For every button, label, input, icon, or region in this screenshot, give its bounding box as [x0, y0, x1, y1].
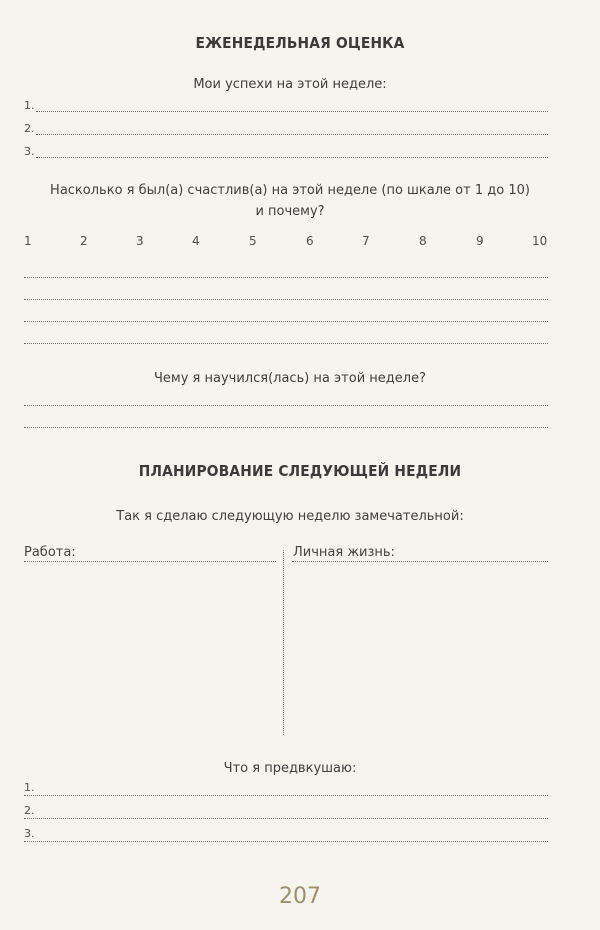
success-line-number: 1.	[24, 99, 35, 112]
anticipation-line-3[interactable]	[24, 826, 548, 842]
happiness-reason-line-4[interactable]	[24, 343, 548, 344]
success-line-2[interactable]	[24, 121, 548, 137]
dotted-line	[24, 795, 548, 796]
dotted-line	[24, 818, 548, 819]
success-line-1[interactable]	[24, 98, 548, 114]
next-week-intro: Так я сделаю следующую неделю замечательной:	[116, 509, 464, 524]
success-line-3[interactable]	[24, 144, 548, 160]
anticipation-line-number: 2.	[24, 804, 35, 817]
dotted-line	[24, 841, 548, 842]
scale-number-2[interactable]: 2	[80, 234, 88, 248]
scale-number-3[interactable]: 3	[136, 234, 144, 248]
page-number: 207	[279, 884, 321, 909]
learned-line-2[interactable]	[24, 427, 548, 428]
dotted-line	[36, 134, 548, 135]
happiness-prompt-line2: и почему?	[255, 204, 325, 219]
scale-number-8[interactable]: 8	[419, 234, 427, 248]
happiness-prompt-line1: Насколько я был(а) счастлив(а) на этой неделе (по шкале от 1 до 10)	[50, 183, 530, 198]
anticipation-line-1[interactable]	[24, 780, 548, 796]
learned-line-1[interactable]	[24, 405, 548, 406]
happiness-scale	[24, 234, 548, 250]
personal-underline	[292, 561, 548, 562]
work-label: Работа:	[24, 545, 76, 560]
success-line-number: 2.	[24, 122, 35, 135]
dotted-line	[36, 111, 548, 112]
anticipation-line-2[interactable]	[24, 803, 548, 819]
personal-label: Личная жизнь:	[293, 545, 395, 560]
learned-prompt: Чему я научился(лась) на этой неделе?	[154, 371, 426, 386]
successes-prompt: Мои успехи на этой неделе:	[193, 77, 387, 92]
next-week-title: ПЛАНИРОВАНИЕ СЛЕДУЮЩЕЙ НЕДЕЛИ	[138, 462, 462, 480]
scale-number-9[interactable]: 9	[476, 234, 484, 248]
happiness-reason-line-3[interactable]	[24, 321, 548, 322]
success-line-number: 3.	[24, 145, 35, 158]
happiness-reason-line-2[interactable]	[24, 299, 548, 300]
personal-area[interactable]	[292, 566, 548, 734]
scale-number-6[interactable]: 6	[306, 234, 314, 248]
work-underline	[24, 561, 276, 562]
column-divider	[283, 550, 284, 735]
scale-number-1[interactable]: 1	[24, 234, 32, 248]
work-area[interactable]	[24, 566, 276, 734]
scale-number-7[interactable]: 7	[362, 234, 370, 248]
scale-number-5[interactable]: 5	[249, 234, 257, 248]
happiness-reason-line-1[interactable]	[24, 277, 548, 278]
anticipation-line-number: 1.	[24, 781, 35, 794]
scale-number-10[interactable]: 10	[532, 234, 548, 248]
anticipation-line-number: 3.	[24, 827, 35, 840]
dotted-line	[36, 157, 548, 158]
anticipation-prompt: Что я предвкушаю:	[223, 761, 357, 776]
weekly-review-title: ЕЖЕНЕДЕЛЬНАЯ ОЦЕНКА	[195, 34, 405, 52]
scale-number-4[interactable]: 4	[192, 234, 200, 248]
